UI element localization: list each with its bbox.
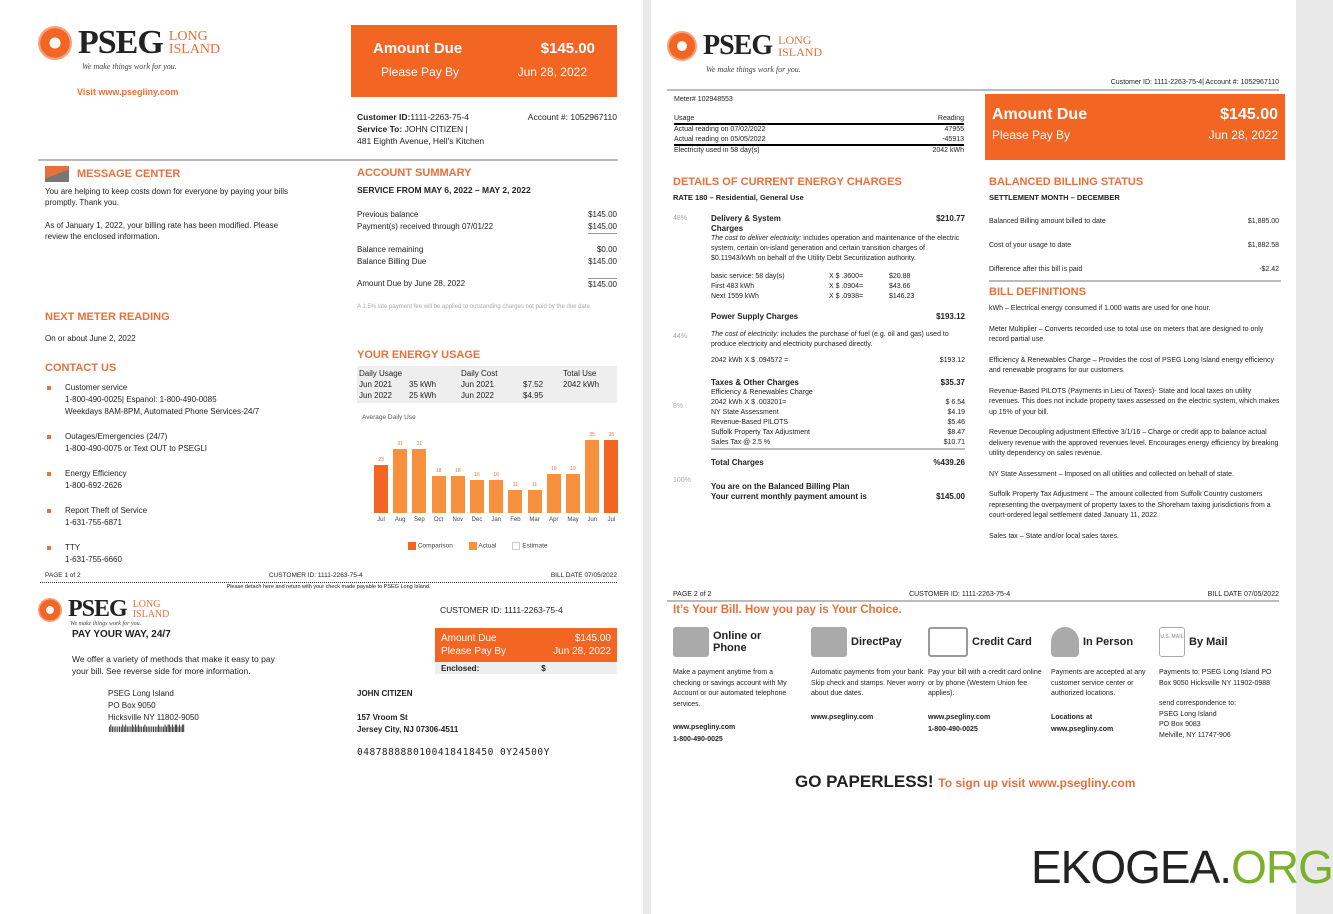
footer-page-2: PAGE 2 of 2 CUSTOMER ID: 1111-2263-75-4 BILL DATE 07/05/2022	[673, 591, 1279, 598]
x-tick-label: Nov	[452, 517, 464, 523]
stub-customer-id: CUSTOMER ID: 1111-2263-75-4	[440, 605, 563, 615]
customer-address: 157 Vroom St Jersey City, NJ 07306-4511	[357, 713, 459, 734]
pay-method-credit-card: Credit Card Pay your bill with a credit card online or by phone (Western Union fee applies). www.psegliny.com 1-800-490-0025	[928, 622, 1043, 736]
x-tick-label: Apr	[549, 517, 559, 523]
charge-line: First 483 kWh X $ .0904= $43.66	[711, 283, 911, 290]
definition: Meter Multiplier – Converts recorded use to total use on meters that are designed to only record partial use.	[989, 325, 1264, 343]
chart-bar	[604, 440, 618, 513]
contact-us: CONTACT US Customer service 1-800-490-0025| Espanol: 1-800-490-0085 Weekdays 8AM-8PM, Automated Phone Services-24/7 Outages/Emergencies (24/7) 1-800-490-0075 or Text OUT to PSEGLI Energy Efficiency 1-800-692-2626 Report Theft of Service 1-631-755-6871 TTY 1-631-755-6660	[45, 362, 305, 579]
chart-bar	[412, 449, 426, 513]
envelope-icon	[45, 166, 69, 182]
chart-bar	[374, 465, 388, 513]
balanced-billing: BALANCED BILLING STATUS SETTLEMENT MONTH – DECEMBER Balanced Billing amount billed to date $1,885.00 Cost of your usage to date $1,882.58 Difference after this bill is paid -$2.42	[989, 176, 1279, 282]
bar-value-label: 31	[397, 440, 403, 447]
energy-usage: YOUR ENERGY USAGE Daily Usage Daily Cost Total Use Jun 2021 35 kWh Jun 2021 $7.52 2042 kWh Jun 2022 25 kWh Jun 2022 $4.95	[357, 349, 617, 403]
x-tick-label: Jun	[587, 517, 598, 523]
definition: kWh – Electrical energy consumed if 1.000 watts are used for one hour.	[989, 305, 1211, 312]
x-tick-label: Aug	[394, 517, 406, 523]
detach-line: Please detach here and return with your check made payable to PSEG Long Island.	[40, 582, 617, 590]
bar-value-label: 19	[570, 465, 576, 472]
visit-link[interactable]: Visit www.psegliny.com	[77, 87, 179, 97]
tax-line: Suffolk Property Tax Adjustment $8.47	[711, 429, 965, 436]
customer-name: JOHN CITIZEN	[357, 689, 413, 698]
chart-bar	[393, 449, 407, 513]
tax-line: Revenue-Based PILOTS $5.46	[711, 419, 965, 426]
x-tick-label: Jul	[607, 517, 616, 523]
credit-card-icon	[928, 627, 968, 657]
bar-value-label: 19	[551, 465, 557, 472]
contact-item: TTY 1-631-755-6660	[45, 542, 305, 566]
definition: NY State Assessment – Imposed on all utilities and collected on behalf of state.	[989, 470, 1235, 478]
message-center: MESSAGE CENTER You are helping to keep costs down for everyone by paying your bills promptly. Thank you. As of January 1, 2022, your billing rate has been modified. Please review the enclosed information.	[45, 168, 288, 241]
bar-value-label: 31	[416, 440, 423, 447]
scanline: 0487888880100418418450 0Y24500Y	[357, 747, 550, 758]
x-tick-label: May	[567, 517, 579, 523]
contact-item: Outages/Emergencies (24/7) 1-800-490-0075 or Text OUT to PSEGLI	[45, 431, 305, 455]
devices-icon	[673, 627, 709, 657]
page2-header: Customer ID: 1111-2263-75-4| Account #: 1052967110	[1110, 79, 1279, 86]
x-tick-label: Feb	[510, 517, 521, 523]
amount-due-box-2: Amount Due $145.00 Please Pay By Jun 28, 2022	[985, 94, 1285, 160]
chart-bar	[547, 474, 561, 513]
contact-item: Energy Efficiency 1-800-692-2626	[45, 468, 305, 492]
remit-address: PSEG Long Island PO Box 9050 Hicksville NY 11802-9050 ılıııııılılııılılılııılııııııılııılıllılıllılıll	[108, 689, 199, 735]
account-info: Customer ID:1111-2263-75-4 Account #: 1052967110 Service To: JOHN CITIZEN | 481 Eighth Avenue, Hell's Kitchen	[357, 112, 617, 146]
bar-value-label: 18	[435, 467, 442, 474]
bar-value-label: 18	[455, 467, 461, 474]
balanced-row: Cost of your usage to date $1,882.58	[989, 242, 1279, 249]
contact-item: Report Theft of Service 1-631-755-6871	[45, 505, 305, 529]
account-summary: ACCOUNT SUMMARY SERVICE FROM MAY 6, 2022 – MAY 2, 2022 Previous balance $145.00 Payment(s) received through 07/01/22 $145.00 Balance remaining $0.00 Balance Billing Due $145.00 Amount Due by June 28, 2022 $145.00 A 1.5% late payment fee will be applied to outstanding charges not paid by the due date.	[357, 167, 617, 310]
enclosed-field[interactable]: Enclosed: $	[435, 662, 617, 674]
energy-charges: DETAILS OF CURRENT ENERGY CHARGES RATE 180 – Residential, General Use 48% Delivery & System Charges $210.77 The cost to deliver electricity: includes operation and maintenance of the electric system, certain on-island generation and certain transition charges of $0.11943/kWh on behalf of the Utility Debt Securitization authority. basic service: 58 day(s) X $ .3600= $20.88 First 483 kWh X $ .0904= $43.66 Next 1559 kWh X $ .0938= $146.23 44% Power Supply Charges $193.12 The cost of electricity: includes the purchase of fuel (e.g. oil and gas) used to produce electricity and electricity purchased directly. 2042 kWh X $ .094572 = $193.12 8% Taxes & Other Charges $35.37 Efficiency & Renewables Charge 2042 kWh X $ .003201= $ 6.54 NY State Assessment $4.19 Revenue-Based PILOTS $5.46 Suffolk Property Tax Adjustment $8.47 Sales Tax @ 2.5 % $10.71 100% Total Charges %439.26 You are on the Balanced Billing Plan Your current monthly payment amount is $145.00	[673, 176, 965, 501]
person-icon	[1051, 627, 1079, 657]
charge-line: basic service: 58 day(s) X $ .3600= $20.88	[711, 273, 911, 280]
chart-bar	[489, 480, 503, 513]
postal-barcode: ılıııııılılııılılılııılııııııılııılıllılıllılıll	[108, 724, 184, 735]
balanced-row: Balanced Billing amount billed to date $1,885.00	[989, 218, 1279, 225]
bill-page-1: PSEG LONG ISLAND We make things work for you. Visit www.psegliny.com Amount Due $145.00 Please Pay By Jun 28, 2022 Customer ID:1111-2263-75-4 Account #: 1052967110 Service To: JOHN CITIZEN | 481 Eighth Avenue, Hell's Kitchen MESSAGE CENTER You are helping to keep costs down for everyone by paying your bills promptly. Thank you. As of January 1, 2022, your billing rate has been modified. Please review the enclosed information. NEXT METER READING On or about June 2, 2022 CONTACT US Customer service 1-800-490-0025| Espanol: 1-800-490-0085 Weekdays 8AM-8PM, Automated Phone Services-24/7 Outages/Emergencies (24/7) 1-800-490-0075 or Text OUT to PSEGLI Energy Efficiency 1-800-692-2626 Report Theft of Service 1-631-755-6871 TTY 1-631-755-6660 ACCOUNT SUMMARY SERVICE FROM MAY 6, 2022 – MAY 2, 2022 Previous balance $145.00 Payment(s) received through 07/01/22 $145.00 Balance remaining $0.00 Balance Billing Due $145.00 Amount Due by June 28, 2022 $145.00 A 1.5% late payment fee will be applied to outstanding charges not paid by the due date. YOUR ENERGY USAGE Daily Usage Daily Cost Total Use Jun 2021 35 kWh Jun 2021 $7.52 2042 kWh Jun 2022 25 kWh Jun 2022 $4.95 Average Daily Use 23 31 31 18 18 16 16 11 11 19 19 35 35 Jul Aug Sep Oct Nov Dec Jan Feb Mar Apr May Jun Jul Comparison Actual Estimate PAGE 1 of 2 CUSTOMER ID: 1111-2263-75-4 BILL DATE 07/05/2022 Please detach here and return with your check made payable to PSEG Long Island. PSEG LONG ISLAND We make things work for you. PAY YOUR WAY, 24/7 We offer a variety of methods that make it easy to pay your bill. See reverse side for more information. CUSTOMER ID: 1111-2263-75-4 Amount Due $145.00 Please Pay By Jun 28, 2022 Enclosed: $ PSEG Long Island PO Box 9050 Hicksville NY 11802-9050 ılıııııılılııılılılııılııııııılııılıllılıllılıll JOHN CITIZEN 157 Vroom St Jersey City, NJ 07306-4511 0487888880100418418450 0Y24500Y	[0, 0, 643, 914]
chart-bar	[508, 490, 522, 513]
pay-link[interactable]: www.psegliny.com	[811, 713, 874, 721]
x-tick-label: Jan	[491, 517, 502, 523]
bar-value-label: 11	[531, 482, 538, 489]
go-paperless: GO PAPERLESS! To sign up visit www.psegliny.com	[795, 772, 1136, 791]
paperless-link[interactable]: To sign up visit www.psegliny.com	[938, 776, 1136, 790]
tax-line: Efficiency & Renewables Charge	[711, 389, 813, 396]
watermark: EKOGEA.ORG	[1031, 841, 1333, 893]
definition: Sales tax – State and/or local sales taxes.	[989, 532, 1119, 540]
chart-bar	[432, 476, 446, 513]
definition: Efficiency & Renewables Charge – Provides the cost of PSEG Long Island energy efficiency and renewable programs for our customers.	[989, 356, 1274, 374]
definition: Revenue-Based PILOTS (Payments in Lieu of Taxes)- State and local taxes on utility revenues. This does not include property taxes assessed on the electric system, which makes up 15% of your bill.	[989, 387, 1280, 416]
next-meter-reading: NEXT METER READING On or about June 2, 2022	[45, 311, 170, 343]
tagline: We make things work for you.	[82, 62, 177, 71]
x-tick-label: Jul	[377, 517, 385, 523]
pay-link[interactable]: www.psegliny.com	[673, 724, 736, 731]
chart-bar	[451, 476, 465, 513]
mail-icon: U.S. MAIL	[1159, 627, 1185, 657]
contact-item: Customer service 1-800-490-0025| Espanol: 1-800-490-0085 Weekdays 8AM-8PM, Automated Phone Services-24/7	[45, 382, 305, 418]
chart-legend: Comparison Actual Estimate	[408, 542, 548, 550]
usage-table: Daily Usage Daily Cost Total Use Jun 2021 35 kWh Jun 2021 $7.52 2042 kWh Jun 2022 25 kWh Jun 2022 $4.95	[357, 366, 617, 403]
chart-title: Average Daily Use	[362, 414, 416, 421]
pay-method-directpay: DirectPay Automatic payments from your bank. Skip check and stamps. Never worry about due dates. www.psegliny.com	[811, 622, 926, 724]
correspondence-address: send correspondence to: PSEG Long Island PO Box 9083 Melville, NY 11747-906	[1159, 700, 1237, 739]
bar-value-label: 35	[608, 432, 615, 439]
pay-method-by-mail: U.S. MAIL By Mail Payments to: PSEG Long Island PO Box 9050 Hicksville NY 11902-0988 send correspondence to: PSEG Long Island PO Box 9083 Melville, NY 11747-906	[1159, 622, 1274, 741]
amount-due-box: Amount Due $145.00 Please Pay By Jun 28, 2022	[351, 25, 617, 97]
x-tick-label: Oct	[433, 517, 444, 523]
chart-bar	[585, 440, 599, 513]
bill-definitions: BILL DEFINITIONS kWh – Electrical energy consumed if 1.000 watts are used for one hour. Meter Multiplier – Converts recorded use to total use on meters that are designed to only record partial use. Efficiency & Renewables Charge – Provides the cost of PSEG Long Island energy efficiency and renewable programs for our customers. Revenue-Based PILOTS (Payments in Lieu of Taxes)- State and local taxes on utility revenues. This does not include property taxes assessed on the electric system, which makes up 15% of your bill. Revenue Decoupling adjustment Effective 3/1/16 – Charge or credit app to balance actual delivery revenue with the approved revenues level. Encourages energy efficiency by breaking utility dependency on sales revenue. NY State Assessment – Imposed on all utilities and collected on behalf of state. Suffolk Property Tax Adjustment – The amount collected from Suffolk Country customers representing the overpayment of property taxes to the Shoreham taxing jurisdictions from a court-ordered legal settlement dated January 11, 2022. Sales tax – State and/or local sales taxes.	[989, 286, 1281, 542]
pay-method-in-person: In Person Payments are accepted at any customer service center or authorized locations. Locations at www.psegliny.com	[1051, 622, 1166, 736]
bill-page-2: PSEG LONG ISLAND We make things work for you. Customer ID: 1111-2263-75-4| Account #: 1052967110 Meter# 102948553 Usage Reading Actual reading on 07/02/2022 47955 Actual reading on 05/05/2022 -45913 Electricity used in 58 day(s) 2042 kWh Amount Due $145.00 Please Pay By Jun 28, 2022 DETAILS OF CURRENT ENERGY CHARGES RATE 180 – Residential, General Use 48% Delivery & System Charges $210.77 The cost to deliver electricity: includes operation and maintenance of the electric system, certain on-island generation and certain transition charges of $0.11943/kWh on behalf of the Utility Debt Securitization authority. basic service: 58 day(s) X $ .3600= $20.88 First 483 kWh X $ .0904= $43.66 Next 1559 kWh X $ .0938= $146.23 44% Power Supply Charges $193.12 The cost of electricity: includes the purchase of fuel (e.g. oil and gas) used to produce electricity and electricity purchased directly. 2042 kWh X $ .094572 = $193.12 8% Taxes & Other Charges $35.37 Efficiency & Renewables Charge 2042 kWh X $ .003201= $ 6.54 NY State Assessment $4.19 Revenue-Based PILOTS $5.46 Suffolk Property Tax Adjustment $8.47 Sales Tax @ 2.5 % $10.71 100% Total Charges %439.26 You are on the Balanced Billing Plan Your current monthly payment amount is $145.00 BALANCED BILLING STATUS SETTLEMENT MONTH – DECEMBER Balanced Billing amount billed to date $1,885.00 Cost of your usage to date $1,882.58 Difference after this bill is paid -$2.42 BILL DEFINITIONS kWh – Electrical energy consumed if 1.000 watts are used for one hour. Meter Multiplier – Converts recorded use to total use on meters that are designed to only record partial use. Efficiency & Renewables Charge – Provides the cost of PSEG Long Island energy efficiency and renewable programs for our customers. Revenue-Based PILOTS (Payments in Lieu of Taxes)- State and local taxes on utility revenues. This does not include property taxes assessed on the electric system, which makes up 15% of your bill. Revenue Decoupling adjustment Effective 3/1/16 – Charge or credit app to balance actual delivery revenue with the approved revenues level. Encourages energy efficiency by breaking utility dependency on sales revenue. NY State Assessment – Imposed on all utilities and collected on behalf of state. Suffolk Property Tax Adjustment – The amount collected from Suffolk Country customers representing the overpayment of property taxes to the Shoreham taxing jurisdictions from a court-ordered legal settlement dated January 11, 2022. Sales tax – State and/or local sales taxes. PAGE 2 of 2 CUSTOMER ID: 1111-2263-75-4 BILL DATE 07/05/2022 It’s Your Bill. How you pay is Your Choice. GO PAPERLESS! To sign up visit www.psegliny.com EKOGEA.ORG Online or Phone Make a payment anytime from a checking or savings account with My Account or our automated telephone services. www.psegliny.com 1-800-490-0025 DirectPay Automatic payments from your bank. Skip check and stamps. Never worry about due dates. www.psegliny.com Credit Card Pay your bill with a credit card online or by phone (Western Union fee applies). www.psegliny.com 1-800-490-0025 In Person Payments are accepted at any customer service center or authorized locations. Locations at www.psegliny.com U.S. MAIL By Mail Payments to: PSEG Long Island PO Box 9050 Hicksville NY 11902-0988 send correspondence to: PSEG Long Island PO Box 9083 Melville, NY 11747-906	[651, 0, 1296, 914]
bar-value-label: 16	[474, 471, 480, 478]
chart-bar	[566, 474, 580, 513]
chart-bar	[528, 490, 542, 513]
pseg-logo: PSEG LONG ISLAND	[38, 24, 220, 62]
tax-line: 2042 kWh X $ .003201= $ 6.54	[711, 399, 965, 406]
bar-value-label: 16	[493, 471, 499, 478]
meter-table: Meter# 102948553 Usage Reading Actual reading on 07/02/2022 47955 Actual reading on 05/05/2022 -45913 Electricity used in 58 day(s) 2042 kWh	[674, 96, 964, 154]
bar-value-label: 23	[378, 457, 384, 464]
x-tick-label: Dec	[471, 517, 483, 523]
definition: Revenue Decoupling adjustment Effective 3/1/16 – Charge or credit app to balance actual delivery revenue with the approved revenues level. Encourages energy efficiency by breaking utility dependency on sales revenue.	[989, 429, 1279, 457]
bar-value-label: 35	[589, 432, 595, 439]
stub-amount-due: Amount Due $145.00 Please Pay By Jun 28, 2022	[435, 628, 617, 662]
tax-line: NY State Assessment $4.19	[711, 409, 965, 416]
stub-title: PAY YOUR WAY, 24/7	[72, 629, 171, 640]
pseg-logo-2: PSEG LONG ISLAND	[667, 30, 822, 62]
tax-line: Sales Tax @ 2.5 % $10.71	[711, 439, 965, 446]
calendar-icon	[811, 627, 847, 657]
pay-link[interactable]: www.psegliny.com	[928, 713, 991, 721]
stub-logo: PSEG LONG ISLAND	[38, 596, 169, 623]
pay-options-title: It’s Your Bill. How you pay is Your Choice.	[673, 604, 902, 616]
x-tick-label: Sep	[414, 517, 425, 523]
sun-logo-icon	[38, 26, 72, 60]
charge-line: Next 1559 kWh X $ .0938= $146.23	[711, 293, 915, 300]
x-tick-label: Mar	[529, 517, 540, 523]
chart-bar	[470, 480, 484, 513]
pay-method-online-or-phone: Online or Phone Make a payment anytime from a checking or savings account with My Account or our automated telephone services. www.psegliny.com 1-800-490-0025	[673, 622, 788, 746]
balanced-row: Difference after this bill is paid -$2.42	[989, 266, 1279, 273]
pay-link[interactable]: Locations at	[1051, 713, 1093, 721]
definition: Suffolk Property Tax Adjustment – The amount collected from Suffolk Country customers representing the overpayment of property taxes to the Shoreham taxing jurisdictions from a court-ordered legal settlement dated January 11, 2022.	[989, 491, 1271, 519]
bar-value-label: 11	[512, 482, 518, 489]
footer-page-1: PAGE 1 of 2 CUSTOMER ID: 1111-2263-75-4 BILL DATE 07/05/2022	[45, 572, 617, 579]
usage-chart	[368, 430, 618, 513]
